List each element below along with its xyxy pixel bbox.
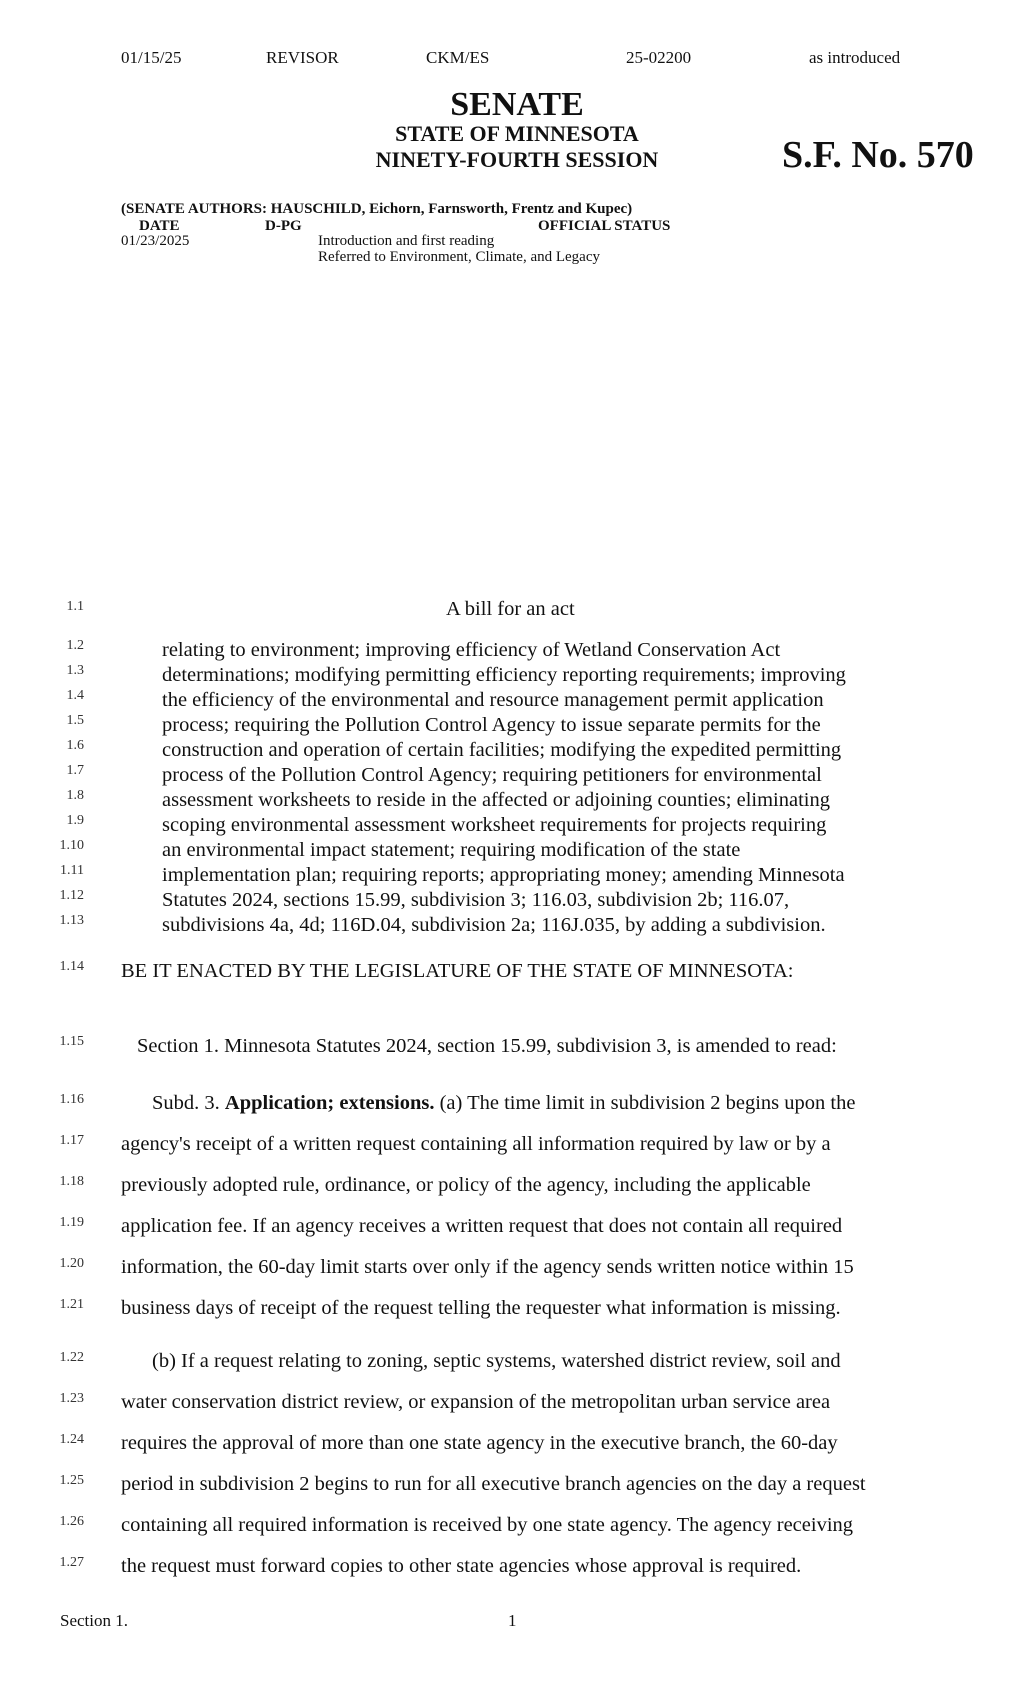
section-heading: Section 1. Minnesota Statutes 2024, section 15.99, subdivision 3, is amended to read: — [137, 1035, 837, 1057]
status-row-action-1: Introduction and first reading — [318, 233, 495, 249]
body-line: agency's receipt of a written request containing all information required by law or by a — [121, 1133, 831, 1155]
state-title: STATE OF MINNESOTA — [395, 121, 639, 146]
status-header-dpg: D-PG — [265, 218, 302, 234]
body-line: requires the approval of more than one state agency in the executive branch, the 60-day — [121, 1432, 838, 1454]
subdivision-prefix: Subd. 3. — [152, 1092, 225, 1114]
status-header-date: DATE — [139, 218, 180, 234]
subdivision-heading: Application; extensions. — [224, 1092, 435, 1114]
body-line: business days of receipt of the request telling the requester what information is missing. — [121, 1297, 841, 1319]
title-line: process; requiring the Pollution Control Agency to issue separate permits for the — [162, 714, 821, 736]
line-number: 1.13 — [59, 913, 84, 928]
line-number: 1.21 — [59, 1297, 84, 1312]
title-line: subdivisions 4a, 4d; 116D.04, subdivision 2a; 116J.035, by adding a subdivision. — [162, 914, 826, 936]
line-number: 1.10 — [59, 838, 84, 853]
body-line: application fee. If an agency receives a written request that does not contain all required — [121, 1215, 843, 1237]
chamber-title: SENATE — [450, 86, 584, 123]
title-line: an environmental impact statement; requiring modification of the state — [162, 839, 741, 861]
line-number: 1.3 — [66, 663, 84, 678]
body-line: (b) If a request relating to zoning, septic systems, watershed district review, soil and — [152, 1350, 841, 1372]
line-number: 1.14 — [59, 959, 84, 974]
line-number: 1.7 — [66, 763, 84, 778]
body-line: containing all required information is received by one state agency. The agency receiving — [121, 1514, 854, 1536]
line-number: 1.6 — [66, 738, 84, 753]
line-number: 1.12 — [59, 888, 84, 903]
line-number: 1.4 — [66, 688, 84, 703]
title-line: implementation plan; requiring reports; appropriating money; amending Minnesota — [162, 864, 845, 886]
line-number: 1.17 — [59, 1133, 84, 1148]
title-line: construction and operation of certain facilities; modifying the expedited permitting — [162, 739, 842, 761]
body-line: period in subdivision 2 begins to run for all executive branch agencies on the day a request — [121, 1473, 866, 1495]
line-number: 1.5 — [66, 713, 84, 728]
header-revisor: REVISOR — [266, 48, 339, 67]
title-line: relating to environment; improving efficiency of Wetland Conservation Act — [162, 639, 781, 661]
line-number: 1.19 — [59, 1215, 84, 1230]
subdivision-text: (a) The time limit in subdivision 2 begins upon the — [434, 1092, 856, 1114]
title-line: process of the Pollution Control Agency; requiring petitioners for environmental — [162, 764, 822, 786]
header-date: 01/15/25 — [121, 48, 182, 67]
body-line: information, the 60-day limit starts over only if the agency sends written notice within 15 — [121, 1256, 854, 1278]
title-line: Statutes 2024, sections 15.99, subdivision 3; 116.03, subdivision 2b; 116.07, — [162, 889, 790, 911]
session-title: NINETY-FOURTH SESSION — [375, 147, 659, 172]
body-line: previously adopted rule, ordinance, or policy of the agency, including the applicable — [121, 1174, 811, 1196]
line-number: 1.20 — [59, 1256, 84, 1271]
status-header-official: OFFICIAL STATUS — [538, 218, 671, 234]
title-line: assessment worksheets to reside in the affected or adjoining counties; eliminating — [162, 789, 830, 811]
status-row-date: 01/23/2025 — [121, 233, 190, 249]
bill-number: S.F. No. 570 — [782, 134, 974, 176]
line-number: 1.24 — [59, 1432, 84, 1447]
enacting-clause: BE IT ENACTED BY THE LEGISLATURE OF THE STATE OF MINNESOTA: — [121, 960, 794, 982]
footer-section: Section 1. — [60, 1611, 128, 1630]
line-number: 1.27 — [59, 1555, 84, 1570]
subdivision-line — [152, 1090, 855, 1116]
footer-page-number: 1 — [508, 1611, 517, 1630]
line-number: 1.9 — [66, 813, 84, 828]
line-number: 1.2 — [66, 638, 84, 653]
status-row-action-2: Referred to Environment, Climate, and Legacy — [318, 249, 600, 265]
line-number: 1.18 — [59, 1174, 84, 1189]
header-initials: CKM/ES — [426, 48, 490, 67]
bill-act-heading: A bill for an act — [446, 598, 575, 620]
title-line: the efficiency of the environmental and resource management permit application — [162, 689, 824, 711]
title-line: scoping environmental assessment worksheet requirements for projects requiring — [162, 814, 827, 836]
header-doc-number: 25-02200 — [626, 48, 692, 67]
title-line: determinations; modifying permitting efficiency reporting requirements; improving — [162, 664, 846, 686]
line-number: 1.8 — [66, 788, 84, 803]
line-number: 1.16 — [59, 1092, 84, 1107]
line-number: 1.22 — [59, 1350, 84, 1365]
body-line: the request must forward copies to other state agencies whose approval is required. — [121, 1555, 802, 1577]
header-status: as introduced — [809, 48, 901, 67]
senate-authors: (SENATE AUTHORS: HAUSCHILD, Eichorn, Farnsworth, Frentz and Kupec) — [121, 201, 633, 217]
line-number: 1.23 — [59, 1391, 84, 1406]
body-line: water conservation district review, or expansion of the metropolitan urban service area — [121, 1391, 831, 1413]
line-number: 1.25 — [59, 1473, 84, 1488]
line-number: 1.1 — [66, 599, 84, 614]
line-number: 1.26 — [59, 1514, 84, 1529]
line-number: 1.15 — [59, 1034, 84, 1049]
line-number: 1.11 — [60, 863, 84, 878]
